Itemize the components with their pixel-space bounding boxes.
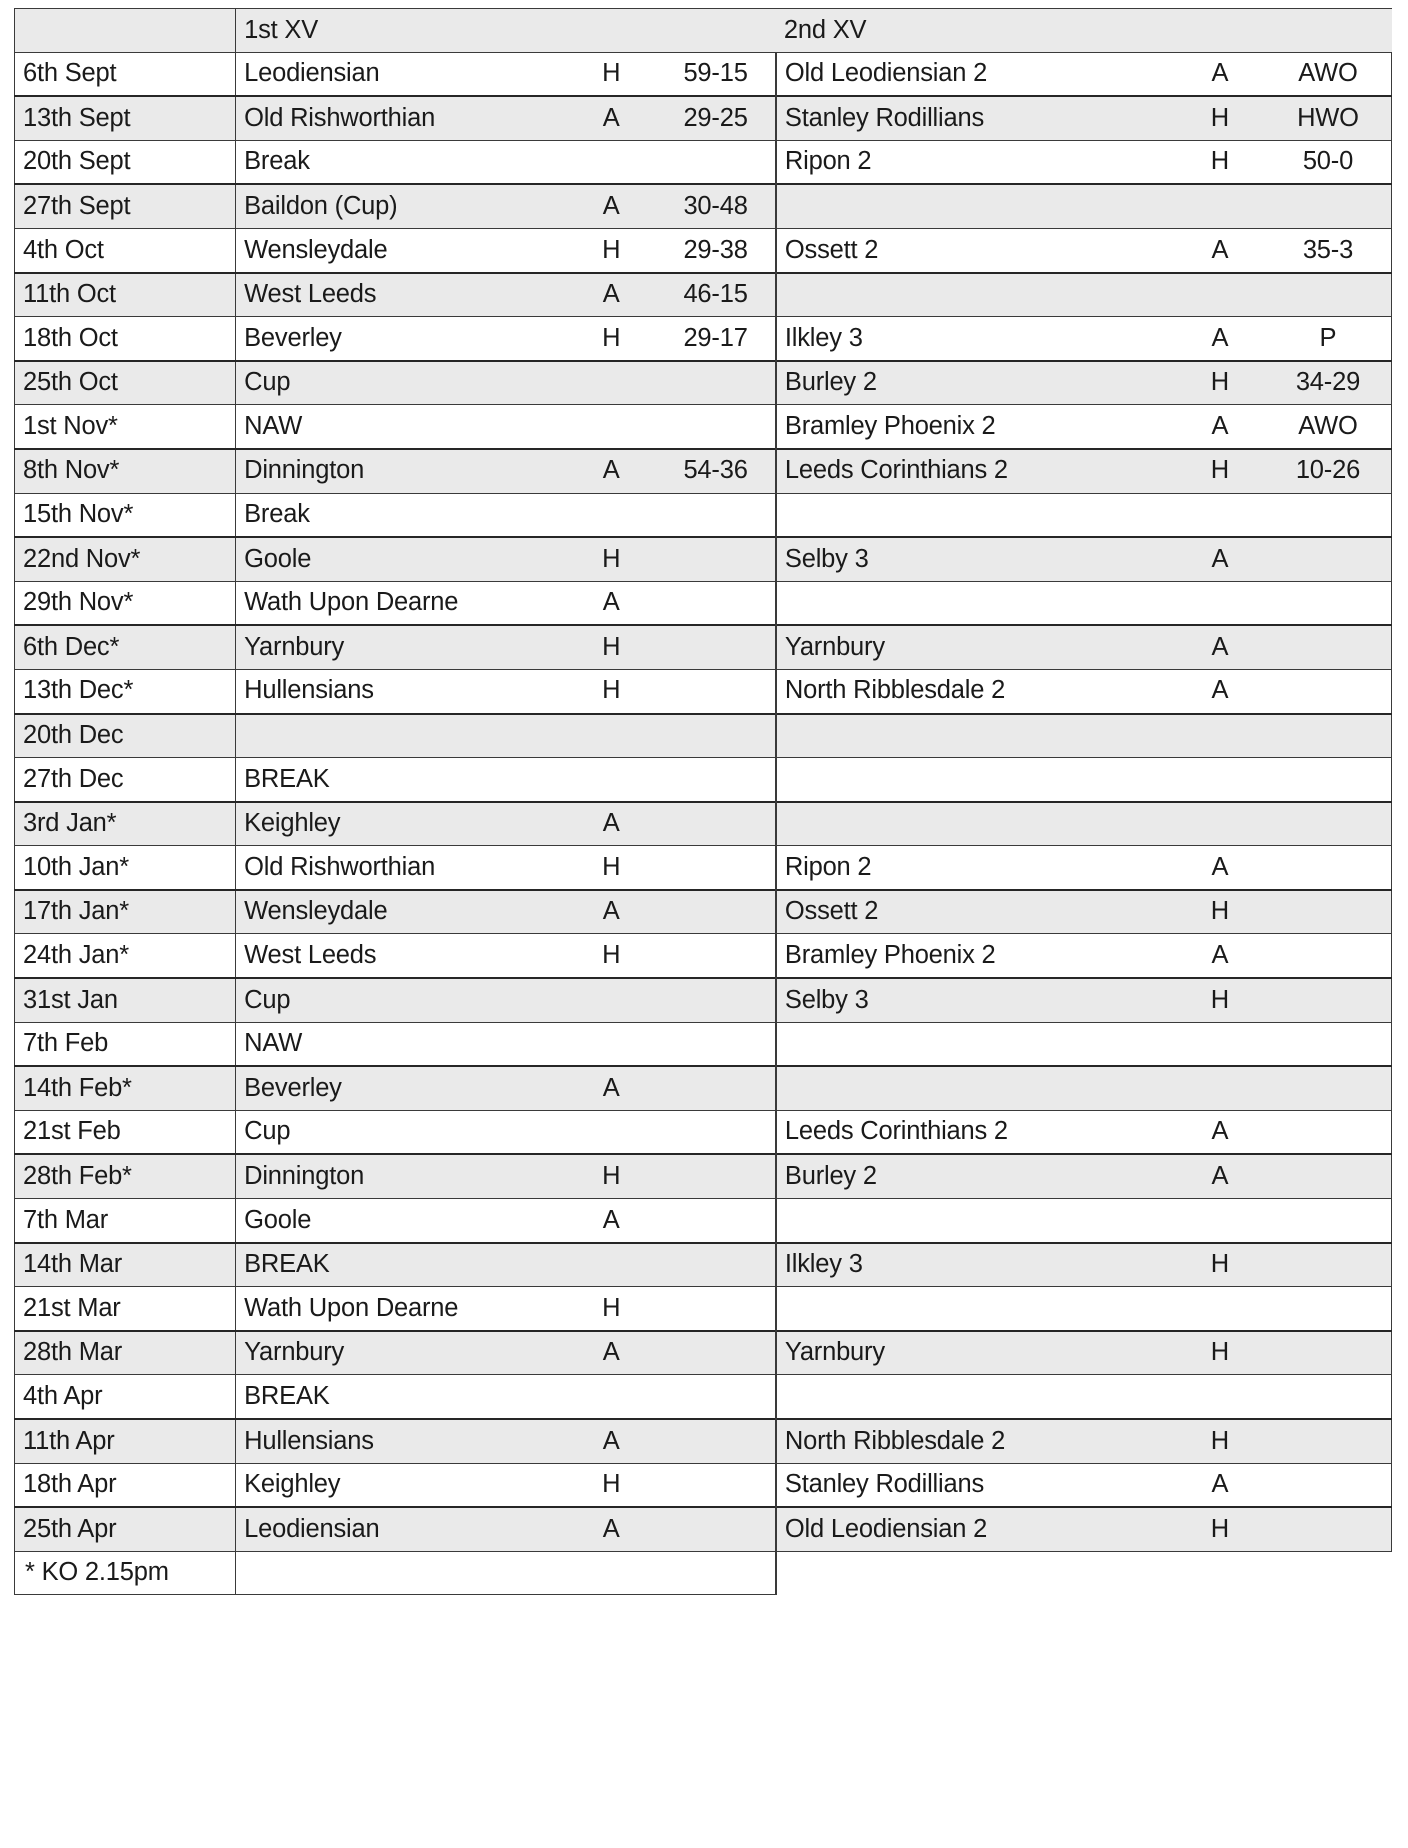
first-xv-venue-cell: A	[566, 449, 648, 493]
first-xv-result-cell	[648, 802, 776, 846]
date-cell: 1st Nov*	[15, 405, 236, 449]
first-xv-result-cell	[648, 1110, 776, 1154]
first-xv-result-cell	[648, 669, 776, 713]
first-xv-result-cell: 29-38	[648, 228, 776, 272]
second-xv-result-cell	[1257, 1287, 1392, 1331]
first-xv-result-cell: 59-15	[648, 52, 776, 96]
second-xv-result-cell	[1257, 1463, 1392, 1507]
first-xv-venue-cell: A	[566, 1419, 648, 1463]
second-xv-opponent-cell: Ilkley 3	[776, 317, 1175, 361]
first-xv-opponent-cell: Goole	[236, 537, 567, 581]
date-cell: 20th Sept	[15, 140, 236, 184]
second-xv-result-cell: 34-29	[1257, 361, 1392, 405]
table-row	[15, 1287, 1392, 1331]
second-xv-result-cell	[1257, 802, 1392, 846]
second-xv-opponent-cell: Bramley Phoenix 2	[776, 934, 1175, 978]
first-xv-venue-cell	[566, 758, 648, 802]
date-cell: 25th Apr	[15, 1507, 236, 1551]
second-xv-opponent-cell: Ilkley 3	[776, 1243, 1175, 1287]
first-xv-opponent-cell: Beverley	[236, 1066, 567, 1110]
second-xv-opponent-cell	[776, 1375, 1175, 1419]
first-xv-result-cell: 54-36	[648, 449, 776, 493]
first-xv-opponent-cell: Keighley	[236, 802, 567, 846]
first-xv-result-cell: 29-25	[648, 96, 776, 140]
first-xv-venue-cell	[566, 493, 648, 537]
second-xv-venue-cell	[1175, 714, 1257, 758]
first-xv-opponent-cell: Yarnbury	[236, 1331, 567, 1375]
date-cell: 21st Mar	[15, 1287, 236, 1331]
second-xv-opponent-cell: North Ribblesdale 2	[776, 669, 1175, 713]
second-xv-result-cell	[1257, 758, 1392, 802]
first-xv-opponent-cell: Leodiensian	[236, 52, 567, 96]
table-row	[15, 52, 1392, 96]
first-xv-result-cell	[648, 140, 776, 184]
first-xv-venue-cell: H	[566, 934, 648, 978]
second-xv-result-cell	[1257, 934, 1392, 978]
second-xv-result-cell	[1257, 1331, 1392, 1375]
first-xv-venue-cell: H	[566, 846, 648, 890]
second-xv-opponent-cell	[776, 273, 1175, 317]
second-xv-venue-cell: A	[1175, 934, 1257, 978]
date-cell: 28th Mar	[15, 1331, 236, 1375]
first-xv-opponent-cell: NAW	[236, 1022, 567, 1066]
table-row	[15, 890, 1392, 934]
table-row	[15, 802, 1392, 846]
second-xv-venue-cell: H	[1175, 890, 1257, 934]
date-cell: 20th Dec	[15, 714, 236, 758]
fixtures-table	[14, 8, 1392, 1595]
second-xv-venue-cell	[1175, 1375, 1257, 1419]
second-xv-result-cell	[1257, 714, 1392, 758]
first-xv-opponent-cell: Keighley	[236, 1463, 567, 1507]
table-row	[15, 669, 1392, 713]
table-row	[15, 140, 1392, 184]
second-xv-venue-cell: A	[1175, 846, 1257, 890]
second-xv-venue-cell	[1175, 802, 1257, 846]
second-xv-opponent-cell: Burley 2	[776, 361, 1175, 405]
header-date-cell	[15, 9, 236, 53]
second-xv-venue-cell: H	[1175, 361, 1257, 405]
first-xv-opponent-cell: Old Rishworthian	[236, 96, 567, 140]
second-xv-result-cell	[1257, 1066, 1392, 1110]
second-xv-result-cell	[1257, 537, 1392, 581]
second-xv-opponent-cell: Ossett 2	[776, 228, 1175, 272]
first-xv-result-cell	[648, 1331, 776, 1375]
second-xv-opponent-cell	[776, 1287, 1175, 1331]
first-xv-result-cell	[648, 493, 776, 537]
first-xv-venue-cell	[566, 361, 648, 405]
first-xv-opponent-cell: BREAK	[236, 1243, 567, 1287]
date-cell: 4th Apr	[15, 1375, 236, 1419]
second-xv-venue-cell	[1175, 493, 1257, 537]
second-xv-result-cell	[1257, 1154, 1392, 1198]
table-row	[15, 1066, 1392, 1110]
second-xv-opponent-cell	[776, 1022, 1175, 1066]
second-xv-opponent-cell: Ripon 2	[776, 140, 1175, 184]
second-xv-result-cell: HWO	[1257, 96, 1392, 140]
first-xv-opponent-cell: Yarnbury	[236, 625, 567, 669]
second-xv-venue-cell	[1175, 758, 1257, 802]
footer-filler-second-xv	[776, 1551, 1392, 1595]
second-xv-result-cell	[1257, 1243, 1392, 1287]
first-xv-venue-cell: A	[566, 890, 648, 934]
table-row	[15, 978, 1392, 1022]
date-cell: 15th Nov*	[15, 493, 236, 537]
first-xv-result-cell	[648, 537, 776, 581]
second-xv-venue-cell	[1175, 1066, 1257, 1110]
fixtures-table-body	[15, 9, 1392, 1595]
second-xv-result-cell: 10-26	[1257, 449, 1392, 493]
first-xv-venue-cell: A	[566, 1066, 648, 1110]
second-xv-result-cell	[1257, 493, 1392, 537]
second-xv-opponent-cell: Old Leodiensian 2	[776, 52, 1175, 96]
table-row	[15, 714, 1392, 758]
first-xv-result-cell	[648, 846, 776, 890]
second-xv-venue-cell: A	[1175, 1463, 1257, 1507]
second-xv-opponent-cell	[776, 802, 1175, 846]
first-xv-opponent-cell: Wensleydale	[236, 890, 567, 934]
first-xv-opponent-cell: Wensleydale	[236, 228, 567, 272]
second-xv-opponent-cell: Ripon 2	[776, 846, 1175, 890]
second-xv-result-cell: P	[1257, 317, 1392, 361]
second-xv-venue-cell: A	[1175, 537, 1257, 581]
first-xv-opponent-cell: Leodiensian	[236, 1507, 567, 1551]
date-cell: 17th Jan*	[15, 890, 236, 934]
date-cell: 6th Dec*	[15, 625, 236, 669]
table-row	[15, 846, 1392, 890]
table-row	[15, 1022, 1392, 1066]
first-xv-result-cell	[648, 1463, 776, 1507]
first-xv-opponent-cell: Goole	[236, 1199, 567, 1243]
first-xv-opponent-cell: Cup	[236, 361, 567, 405]
second-xv-opponent-cell: Leeds Corinthians 2	[776, 449, 1175, 493]
second-xv-venue-cell: H	[1175, 978, 1257, 1022]
second-xv-venue-cell	[1175, 1199, 1257, 1243]
first-xv-venue-cell: H	[566, 317, 648, 361]
second-xv-venue-cell: A	[1175, 405, 1257, 449]
table-row	[15, 1154, 1392, 1198]
second-xv-venue-cell: A	[1175, 317, 1257, 361]
first-xv-opponent-cell: NAW	[236, 405, 567, 449]
table-row	[15, 758, 1392, 802]
first-xv-result-cell	[648, 1287, 776, 1331]
second-xv-opponent-cell	[776, 581, 1175, 625]
second-xv-venue-cell: A	[1175, 228, 1257, 272]
second-xv-venue-cell: H	[1175, 449, 1257, 493]
second-xv-result-cell	[1257, 1110, 1392, 1154]
second-xv-venue-cell: A	[1175, 52, 1257, 96]
first-xv-venue-cell: H	[566, 537, 648, 581]
first-xv-opponent-cell: Wath Upon Dearne	[236, 1287, 567, 1331]
table-row	[15, 96, 1392, 140]
first-xv-venue-cell	[566, 714, 648, 758]
date-cell: 10th Jan*	[15, 846, 236, 890]
first-xv-opponent-cell: BREAK	[236, 1375, 567, 1419]
date-cell: 31st Jan	[15, 978, 236, 1022]
first-xv-venue-cell: A	[566, 184, 648, 228]
table-row	[15, 1199, 1392, 1243]
second-xv-opponent-cell	[776, 714, 1175, 758]
table-row	[15, 1463, 1392, 1507]
second-xv-opponent-cell: Burley 2	[776, 1154, 1175, 1198]
second-xv-result-cell	[1257, 846, 1392, 890]
second-xv-result-cell	[1257, 1022, 1392, 1066]
second-xv-result-cell	[1257, 184, 1392, 228]
table-row	[15, 228, 1392, 272]
date-cell: 11th Apr	[15, 1419, 236, 1463]
second-xv-opponent-cell: Stanley Rodillians	[776, 1463, 1175, 1507]
second-xv-venue-cell: A	[1175, 1154, 1257, 1198]
table-row	[15, 581, 1392, 625]
date-cell: 22nd Nov*	[15, 537, 236, 581]
first-xv-result-cell	[648, 1066, 776, 1110]
second-xv-result-cell	[1257, 890, 1392, 934]
date-cell: 13th Sept	[15, 96, 236, 140]
second-xv-result-cell	[1257, 1507, 1392, 1551]
second-xv-result-cell	[1257, 625, 1392, 669]
date-cell: 8th Nov*	[15, 449, 236, 493]
first-xv-opponent-cell: Wath Upon Dearne	[236, 581, 567, 625]
first-xv-venue-cell: H	[566, 1154, 648, 1198]
date-cell: 11th Oct	[15, 273, 236, 317]
first-xv-venue-cell: A	[566, 273, 648, 317]
second-xv-venue-cell	[1175, 273, 1257, 317]
date-cell: 24th Jan*	[15, 934, 236, 978]
date-cell: 7th Feb	[15, 1022, 236, 1066]
second-xv-opponent-cell: North Ribblesdale 2	[776, 1419, 1175, 1463]
table-row	[15, 184, 1392, 228]
second-xv-venue-cell: H	[1175, 140, 1257, 184]
table-row	[15, 405, 1392, 449]
first-xv-result-cell: 46-15	[648, 273, 776, 317]
fixtures-table-container	[0, 8, 1408, 1595]
first-xv-venue-cell	[566, 978, 648, 1022]
second-xv-result-cell	[1257, 978, 1392, 1022]
table-row	[15, 1243, 1392, 1287]
header-first-xv: 1st XV	[236, 9, 776, 53]
first-xv-venue-cell	[566, 1243, 648, 1287]
first-xv-venue-cell: A	[566, 1507, 648, 1551]
second-xv-opponent-cell: Leeds Corinthians 2	[776, 1110, 1175, 1154]
second-xv-venue-cell: H	[1175, 96, 1257, 140]
first-xv-result-cell	[648, 1154, 776, 1198]
second-xv-opponent-cell: Yarnbury	[776, 625, 1175, 669]
table-row	[15, 273, 1392, 317]
first-xv-result-cell	[648, 978, 776, 1022]
table-row	[15, 1331, 1392, 1375]
second-xv-opponent-cell: Bramley Phoenix 2	[776, 405, 1175, 449]
first-xv-venue-cell	[566, 140, 648, 184]
date-cell: 18th Oct	[15, 317, 236, 361]
table-footer-row	[15, 1551, 1392, 1595]
second-xv-opponent-cell: Selby 3	[776, 537, 1175, 581]
first-xv-result-cell	[648, 1507, 776, 1551]
first-xv-opponent-cell: BREAK	[236, 758, 567, 802]
date-cell: 13th Dec*	[15, 669, 236, 713]
second-xv-result-cell: 50-0	[1257, 140, 1392, 184]
second-xv-opponent-cell: Old Leodiensian 2	[776, 1507, 1175, 1551]
date-cell: 6th Sept	[15, 52, 236, 96]
first-xv-venue-cell: H	[566, 625, 648, 669]
second-xv-opponent-cell	[776, 1199, 1175, 1243]
footer-filler-first-xv	[236, 1551, 776, 1595]
second-xv-opponent-cell: Ossett 2	[776, 890, 1175, 934]
header-second-xv: 2nd XV	[776, 9, 1392, 53]
first-xv-result-cell	[648, 1199, 776, 1243]
first-xv-venue-cell	[566, 1022, 648, 1066]
first-xv-result-cell	[648, 405, 776, 449]
second-xv-result-cell	[1257, 273, 1392, 317]
second-xv-venue-cell: H	[1175, 1331, 1257, 1375]
table-row	[15, 625, 1392, 669]
first-xv-opponent-cell: Break	[236, 493, 567, 537]
second-xv-venue-cell: H	[1175, 1507, 1257, 1551]
first-xv-venue-cell: H	[566, 228, 648, 272]
first-xv-venue-cell	[566, 1375, 648, 1419]
first-xv-opponent-cell: West Leeds	[236, 273, 567, 317]
first-xv-venue-cell	[566, 405, 648, 449]
date-cell: 28th Feb*	[15, 1154, 236, 1198]
first-xv-opponent-cell: Hullensians	[236, 669, 567, 713]
second-xv-venue-cell: A	[1175, 669, 1257, 713]
table-row	[15, 1507, 1392, 1551]
first-xv-result-cell	[648, 934, 776, 978]
second-xv-venue-cell	[1175, 581, 1257, 625]
table-row	[15, 1375, 1392, 1419]
table-row	[15, 493, 1392, 537]
second-xv-venue-cell: H	[1175, 1243, 1257, 1287]
first-xv-venue-cell: A	[566, 1199, 648, 1243]
second-xv-opponent-cell	[776, 1066, 1175, 1110]
first-xv-venue-cell: H	[566, 1287, 648, 1331]
first-xv-result-cell	[648, 581, 776, 625]
second-xv-venue-cell: H	[1175, 1419, 1257, 1463]
second-xv-venue-cell	[1175, 1022, 1257, 1066]
second-xv-venue-cell	[1175, 184, 1257, 228]
first-xv-result-cell	[648, 1243, 776, 1287]
second-xv-result-cell	[1257, 581, 1392, 625]
date-cell: 25th Oct	[15, 361, 236, 405]
first-xv-venue-cell: A	[566, 1331, 648, 1375]
table-row	[15, 449, 1392, 493]
second-xv-opponent-cell: Selby 3	[776, 978, 1175, 1022]
first-xv-result-cell	[648, 1419, 776, 1463]
table-row	[15, 934, 1392, 978]
table-row	[15, 317, 1392, 361]
first-xv-opponent-cell: Dinnington	[236, 1154, 567, 1198]
first-xv-result-cell	[648, 625, 776, 669]
second-xv-venue-cell: A	[1175, 1110, 1257, 1154]
first-xv-result-cell	[648, 361, 776, 405]
first-xv-result-cell	[648, 1375, 776, 1419]
first-xv-venue-cell: A	[566, 581, 648, 625]
first-xv-opponent-cell	[236, 714, 567, 758]
first-xv-venue-cell: H	[566, 1463, 648, 1507]
second-xv-result-cell	[1257, 1419, 1392, 1463]
first-xv-opponent-cell: Dinnington	[236, 449, 567, 493]
first-xv-venue-cell: H	[566, 669, 648, 713]
first-xv-opponent-cell: Old Rishworthian	[236, 846, 567, 890]
first-xv-result-cell	[648, 714, 776, 758]
kickoff-note: * KO 2.15pm	[15, 1551, 236, 1595]
first-xv-venue-cell: A	[566, 96, 648, 140]
date-cell: 29th Nov*	[15, 581, 236, 625]
table-row	[15, 537, 1392, 581]
date-cell: 21st Feb	[15, 1110, 236, 1154]
date-cell: 3rd Jan*	[15, 802, 236, 846]
first-xv-venue-cell: H	[566, 52, 648, 96]
table-row	[15, 1419, 1392, 1463]
second-xv-opponent-cell: Stanley Rodillians	[776, 96, 1175, 140]
second-xv-result-cell	[1257, 1375, 1392, 1419]
first-xv-venue-cell: A	[566, 802, 648, 846]
second-xv-result-cell	[1257, 1199, 1392, 1243]
first-xv-opponent-cell: West Leeds	[236, 934, 567, 978]
table-row	[15, 1110, 1392, 1154]
second-xv-opponent-cell	[776, 184, 1175, 228]
second-xv-opponent-cell	[776, 493, 1175, 537]
first-xv-opponent-cell: Beverley	[236, 317, 567, 361]
date-cell: 7th Mar	[15, 1199, 236, 1243]
second-xv-result-cell: AWO	[1257, 52, 1392, 96]
first-xv-opponent-cell: Cup	[236, 978, 567, 1022]
second-xv-result-cell	[1257, 669, 1392, 713]
first-xv-result-cell	[648, 890, 776, 934]
second-xv-opponent-cell: Yarnbury	[776, 1331, 1175, 1375]
date-cell: 18th Apr	[15, 1463, 236, 1507]
date-cell: 14th Feb*	[15, 1066, 236, 1110]
first-xv-result-cell: 30-48	[648, 184, 776, 228]
second-xv-opponent-cell	[776, 758, 1175, 802]
first-xv-result-cell	[648, 758, 776, 802]
table-header-row	[15, 9, 1392, 53]
first-xv-result-cell: 29-17	[648, 317, 776, 361]
first-xv-venue-cell	[566, 1110, 648, 1154]
date-cell: 14th Mar	[15, 1243, 236, 1287]
second-xv-result-cell: AWO	[1257, 405, 1392, 449]
date-cell: 27th Sept	[15, 184, 236, 228]
first-xv-opponent-cell: Baildon (Cup)	[236, 184, 567, 228]
first-xv-result-cell	[648, 1022, 776, 1066]
first-xv-opponent-cell: Hullensians	[236, 1419, 567, 1463]
first-xv-opponent-cell: Cup	[236, 1110, 567, 1154]
date-cell: 27th Dec	[15, 758, 236, 802]
first-xv-opponent-cell: Break	[236, 140, 567, 184]
table-row	[15, 361, 1392, 405]
second-xv-venue-cell	[1175, 1287, 1257, 1331]
second-xv-result-cell: 35-3	[1257, 228, 1392, 272]
second-xv-venue-cell: A	[1175, 625, 1257, 669]
date-cell: 4th Oct	[15, 228, 236, 272]
